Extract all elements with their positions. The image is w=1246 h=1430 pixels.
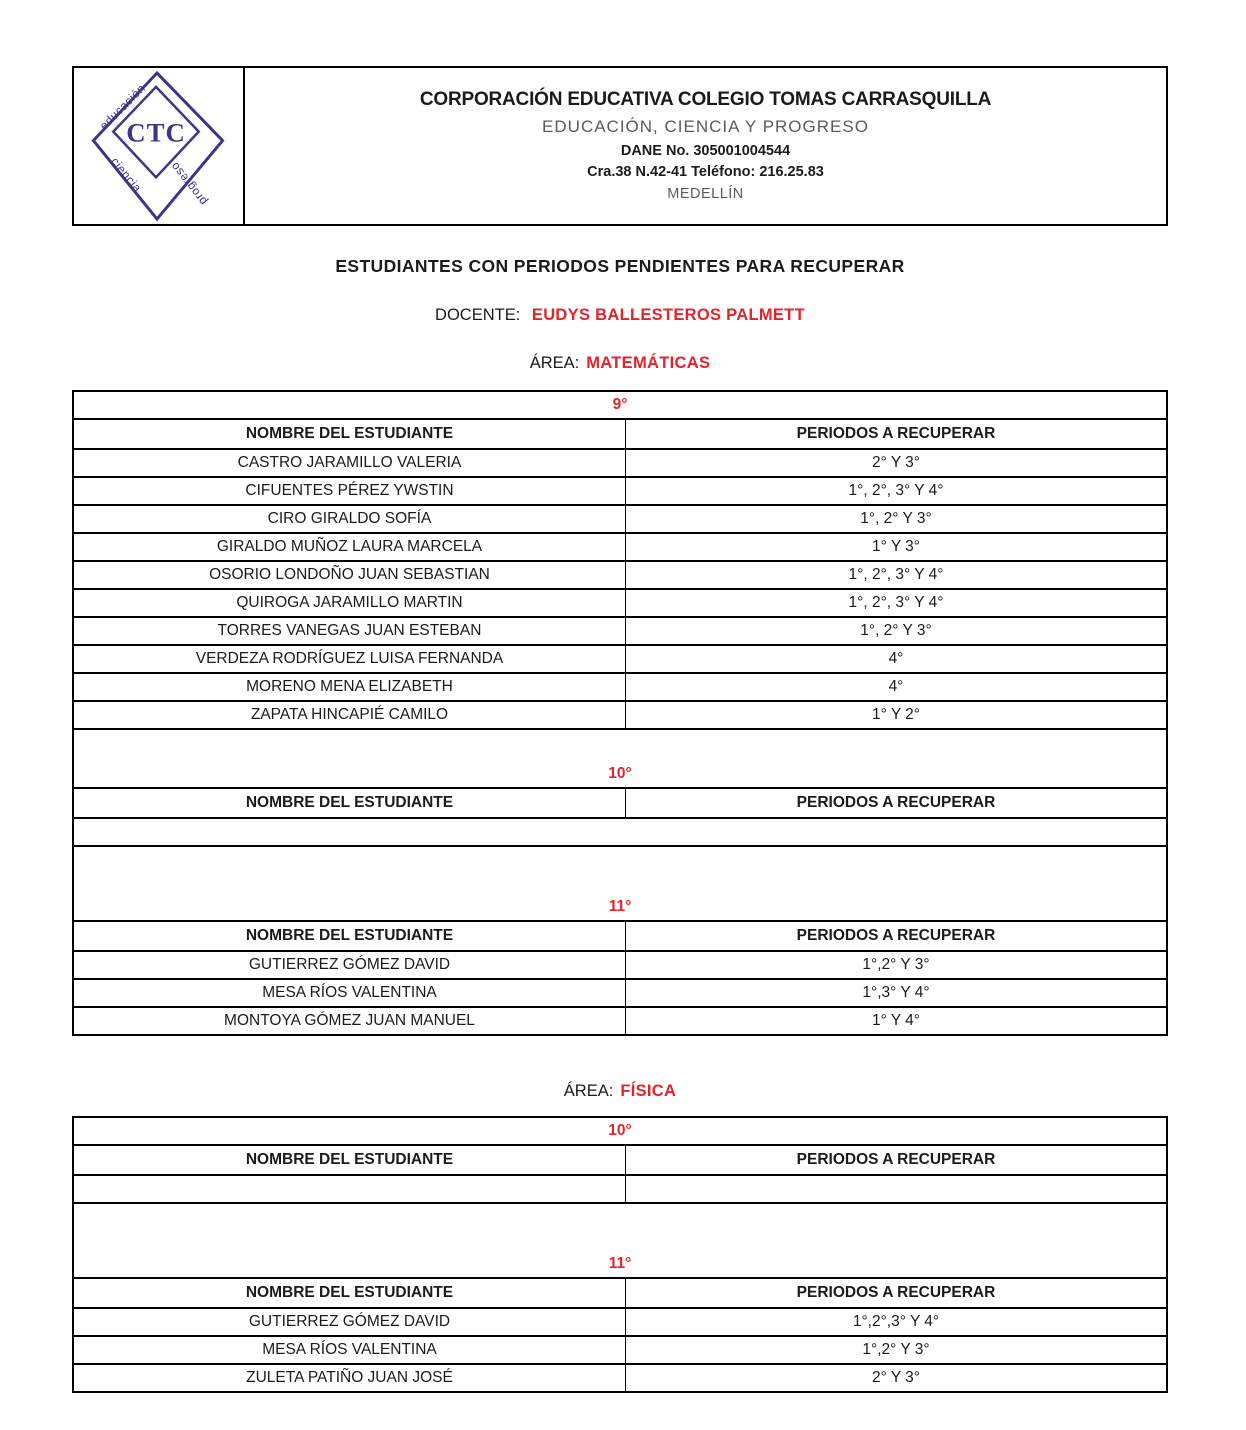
column-header-periods: PERIODOS A RECUPERAR — [625, 1145, 1167, 1175]
grade-row — [73, 1203, 1167, 1278]
school-city: MEDELLÍN — [667, 186, 744, 203]
student-row — [73, 701, 1167, 729]
student-name-cell: GIRALDO MUÑOZ LAURA MARCELA — [73, 533, 625, 561]
students-table — [72, 390, 1168, 1036]
grade-label: 9° — [73, 391, 1167, 419]
student-periods-cell: 2° Y 3° — [625, 1364, 1167, 1392]
school-info — [245, 68, 1166, 224]
student-name-cell: CASTRO JARAMILLO VALERIA — [73, 449, 625, 477]
student-periods-cell: 4° — [625, 673, 1167, 701]
area-label: ÁREA: — [529, 354, 580, 372]
area-heading — [72, 1082, 1168, 1101]
school-name: CORPORACIÓN EDUCATIVA COLEGIO TOMAS CARRASQUILLA — [419, 89, 992, 111]
teacher-label: DOCENTE: — [435, 306, 521, 324]
student-periods-cell: 1° Y 2° — [625, 701, 1167, 729]
grade-row — [73, 1117, 1167, 1145]
student-periods-cell: 1° Y 3° — [625, 533, 1167, 561]
student-row — [73, 979, 1167, 1007]
empty-student-row — [73, 818, 1167, 846]
column-header-periods: PERIODOS A RECUPERAR — [625, 1278, 1167, 1308]
student-periods-cell: 1° Y 4° — [625, 1007, 1167, 1035]
student-periods-cell: 1°, 2° Y 3° — [625, 617, 1167, 645]
logo-acronym: CTC — [125, 117, 186, 148]
page-title: ESTUDIANTES CON PERIODOS PENDIENTES PARA RECUPERAR — [335, 256, 905, 276]
column-header-student: NOMBRE DEL ESTUDIANTE — [73, 921, 625, 951]
student-periods-cell: 1°,3° Y 4° — [625, 979, 1167, 1007]
student-row — [73, 617, 1167, 645]
school-address-phone: Cra.38 N.42-41 Teléfono: 216.25.83 — [587, 164, 824, 181]
area-name: FÍSICA — [620, 1082, 677, 1100]
column-header-row — [73, 921, 1167, 951]
column-header-student: NOMBRE DEL ESTUDIANTE — [73, 788, 625, 818]
grade-label: 11° — [73, 846, 1167, 921]
student-name-cell: OSORIO LONDOÑO JUAN SEBASTIAN — [73, 561, 625, 589]
area-section — [72, 1082, 1168, 1393]
area-label: ÁREA: — [563, 1082, 614, 1100]
grade-label: 10° — [73, 1117, 1167, 1145]
column-header-row — [73, 1145, 1167, 1175]
student-row — [73, 533, 1167, 561]
area-section — [72, 354, 1168, 1036]
student-periods-cell: 1°,2° Y 3° — [625, 1336, 1167, 1364]
student-periods-cell: 4° — [625, 645, 1167, 673]
student-row — [73, 1364, 1167, 1392]
empty-student-row — [73, 1175, 1167, 1203]
column-header-row — [73, 788, 1167, 818]
student-name-cell: QUIROGA JARAMILLO MARTIN — [73, 589, 625, 617]
student-name-cell: CIFUENTES PÉREZ YWSTIN — [73, 477, 625, 505]
logo-word-educacion: educación — [96, 81, 148, 133]
student-name-cell: CIRO GIRALDO SOFÍA — [73, 505, 625, 533]
empty-name-cell — [73, 1175, 625, 1203]
student-name-cell: MESA RÍOS VALENTINA — [73, 1336, 625, 1364]
column-header-row — [73, 419, 1167, 449]
student-name-cell: GUTIERREZ GÓMEZ DAVID — [73, 951, 625, 979]
area-name: MATEMÁTICAS — [586, 354, 711, 372]
student-row — [73, 477, 1167, 505]
student-name-cell: MORENO MENA ELIZABETH — [73, 673, 625, 701]
student-name-cell: GUTIERREZ GÓMEZ DAVID — [73, 1308, 625, 1336]
student-periods-cell: 1°, 2°, 3° Y 4° — [625, 589, 1167, 617]
grade-row — [73, 391, 1167, 419]
ctc-diamond-logo-icon — [86, 70, 232, 222]
student-name-cell: VERDEZA RODRÍGUEZ LUISA FERNANDA — [73, 645, 625, 673]
column-header-student: NOMBRE DEL ESTUDIANTE — [73, 419, 625, 449]
student-row — [73, 589, 1167, 617]
student-periods-cell: 2° Y 3° — [625, 449, 1167, 477]
area-heading — [72, 354, 1168, 373]
column-header-periods: PERIODOS A RECUPERAR — [625, 921, 1167, 951]
student-row — [73, 561, 1167, 589]
grade-label: 11° — [73, 1203, 1167, 1278]
column-header-periods: PERIODOS A RECUPERAR — [625, 419, 1167, 449]
logo-word-progreso: progreso — [166, 159, 210, 209]
student-periods-cell: 1°, 2°, 3° Y 4° — [625, 561, 1167, 589]
empty-spanning-cell — [73, 818, 1167, 846]
student-name-cell: MESA RÍOS VALENTINA — [73, 979, 625, 1007]
empty-periods-cell — [625, 1175, 1167, 1203]
column-header-periods: PERIODOS A RECUPERAR — [625, 788, 1167, 818]
student-row — [73, 505, 1167, 533]
grade-row — [73, 729, 1167, 788]
logo-word-ciencia: ciencia — [107, 154, 145, 195]
student-periods-cell: 1°, 2° Y 3° — [625, 505, 1167, 533]
student-row — [73, 449, 1167, 477]
school-dane-number: DANE No. 305001004544 — [620, 142, 791, 159]
student-row — [73, 1308, 1167, 1336]
student-row — [73, 951, 1167, 979]
student-name-cell: MONTOYA GÓMEZ JUAN MANUEL — [73, 1007, 625, 1035]
column-header-student: NOMBRE DEL ESTUDIANTE — [73, 1278, 625, 1308]
student-row — [73, 1336, 1167, 1364]
student-row — [73, 645, 1167, 673]
student-row — [73, 1007, 1167, 1035]
student-row — [73, 673, 1167, 701]
student-name-cell: TORRES VANEGAS JUAN ESTEBAN — [73, 617, 625, 645]
sections-container — [72, 354, 1168, 1393]
column-header-row — [73, 1278, 1167, 1308]
student-periods-cell: 1°,2° Y 3° — [625, 951, 1167, 979]
student-periods-cell: 1°,2°,3° Y 4° — [625, 1308, 1167, 1336]
student-periods-cell: 1°, 2°, 3° Y 4° — [625, 477, 1167, 505]
column-header-student: NOMBRE DEL ESTUDIANTE — [73, 1145, 625, 1175]
grade-row — [73, 846, 1167, 921]
teacher-line — [72, 306, 1168, 325]
school-motto: EDUCACIÓN, CIENCIA Y PROGRESO — [542, 117, 869, 137]
student-name-cell: ZAPATA HINCAPIÉ CAMILO — [73, 701, 625, 729]
students-table — [72, 1116, 1168, 1393]
grade-label: 10° — [73, 729, 1167, 788]
student-name-cell: ZULETA PATIÑO JUAN JOSÉ — [73, 1364, 625, 1392]
teacher-name: EUDYS BALLESTEROS PALMETT — [531, 306, 805, 324]
school-logo — [74, 68, 245, 224]
school-letterhead — [72, 66, 1168, 226]
